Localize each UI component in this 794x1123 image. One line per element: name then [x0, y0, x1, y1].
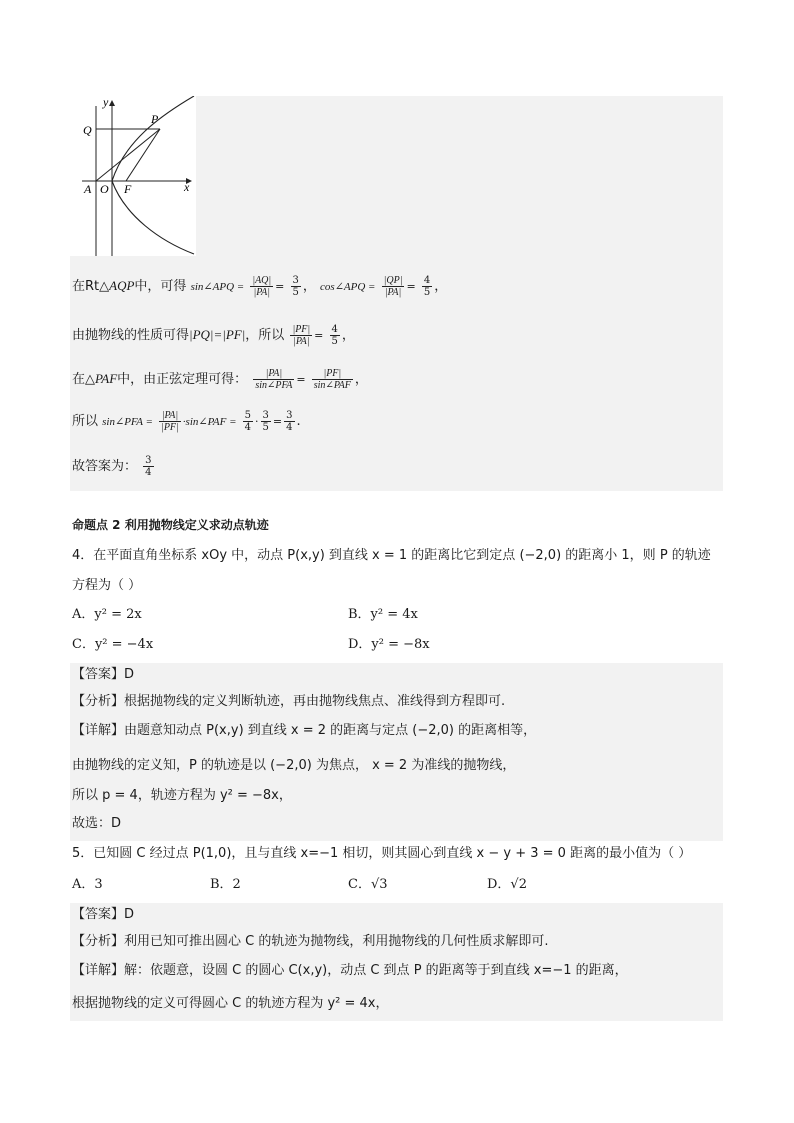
fraction: $\frac{|PF|}{|PA|}$	[292, 324, 311, 347]
q5-analysis: 【分析】利用已知可推出圆心 C 的轨迹为抛物线，利用抛物线的几何性质求解即可.	[72, 934, 549, 949]
fraction: $\frac{4}{5}$	[331, 324, 338, 347]
q5-option-a: A．3	[72, 877, 103, 892]
label-y: y	[103, 96, 109, 109]
q4-stem-line-2: 方程为（ ）	[72, 578, 142, 593]
q5-detail-1: 【详解】解：依题意，设圆 C 的圆心 C(x,y)，动点 C 到点 P 的距离等于到直线 x=−1 的距离，	[72, 963, 628, 978]
q5-answer: 【答案】D	[72, 907, 135, 922]
q4-analysis: 【分析】根据抛物线的定义判断轨迹，再由抛物线焦点、准线得到方程即可.	[72, 694, 506, 709]
q4-detail-3: 所以 p = 4，轨迹方程为 y² = −8x，	[72, 788, 292, 803]
q4-answer: 【答案】D	[72, 667, 135, 682]
solution-line-4: 所以 sin∠PFA = $\frac{|PA|}{|PF|}$ ·sin∠PAF = $\frac{5}{4}$ · $\frac{3}{5}$ = $\frac{3}{4}$ .	[72, 410, 301, 433]
q4-option-d: D．y² = −8x	[348, 637, 430, 652]
label-f: F	[124, 182, 132, 196]
fraction: $\frac{|AQ|}{|PA|}$	[252, 275, 272, 298]
q4-option-a: A．y² = 2x	[72, 607, 142, 622]
label-a: A	[84, 182, 92, 196]
solution-line-2: 由抛物线的性质可得|PQ|=|PF|，所以 $\frac{|PF|}{|PA|}$ = $\frac{4}{5}$ ，	[72, 324, 355, 347]
fraction: $\frac{3}{4}$	[286, 410, 293, 433]
solution-line-5: 故答案为： $\frac{3}{4}$	[72, 455, 152, 478]
q4-detail-1: 【详解】由题意知动点 P(x,y) 到直线 x = 2 的距离与定点 (−2,0) 的距离相等，	[72, 723, 537, 738]
fraction: $\frac{3}{5}$	[262, 410, 269, 433]
q4-detail-4: 故选：D	[72, 816, 122, 831]
section-title: 命题点 2 利用抛物线定义求动点轨迹	[72, 518, 269, 532]
q5-detail-2: 根据抛物线的定义可得圆心 C 的轨迹方程为 y² = 4x，	[72, 996, 389, 1011]
q5-option-d: D．√2	[487, 877, 527, 892]
fraction: $\frac{5}{4}$	[244, 410, 252, 433]
label-o: O	[100, 182, 109, 196]
label-p: P	[151, 112, 159, 126]
q5-option-b: B．2	[210, 877, 241, 892]
q4-detail-2: 由抛物线的定义知，P 的轨迹是以 (−2,0) 为焦点， x = 2 为准线的抛物线，	[72, 758, 516, 773]
label-x: x	[184, 180, 190, 194]
fraction: $\frac{|PA|}{\text{sin∠PFA}}$	[255, 368, 293, 391]
solution-line-1: 在Rt△AQP中，可得 sin∠APQ = $\frac{|AQ|}{|PA|}$ = $\frac{3}{5}$ ， cos∠APQ = $\frac{|QP|}{|PA|}$ = $\frac{4}{5}$ ，	[72, 275, 448, 298]
fraction: $\frac{3}{4}$	[145, 455, 152, 478]
fraction: $\frac{4}{5}$	[423, 275, 431, 298]
q4-option-b: B．y² = 4x	[348, 607, 418, 622]
q4-stem-line-1: 4．在平面直角坐标系 xOy 中，动点 P(x,y) 到直线 x = 1 的距离比它到定点 (−2,0) 的距离小 1，则 P 的轨迹	[72, 548, 711, 563]
fraction: $\frac{|PF|}{\text{sin∠PAF}}$	[313, 368, 351, 391]
label-q: Q	[83, 123, 92, 137]
solution-line-3: 在△PAF中，由正弦定理可得： $\frac{|PA|}{\text{sin∠PFA}}$ = $\frac{|PF|}{\text{sin∠PAF}}$ ，	[72, 368, 368, 391]
q4-option-c: C．y² = −4x	[72, 637, 154, 652]
q5-stem: 5．已知圆 C 经过点 P(1,0)，且与直线 x=−1 相切，则其圆心到直线 x − y + 3 = 0 距离的最小值为（ ）	[72, 846, 692, 861]
q5-option-c: C．√3	[348, 877, 388, 892]
fraction: $\frac{|QP|}{|PA|}$	[383, 275, 403, 298]
fraction: $\frac{3}{5}$	[292, 275, 299, 298]
q4-solution-block	[70, 663, 723, 841]
parabola-figure	[70, 96, 196, 256]
fraction: $\frac{|PA|}{|PF|}$	[161, 410, 179, 433]
